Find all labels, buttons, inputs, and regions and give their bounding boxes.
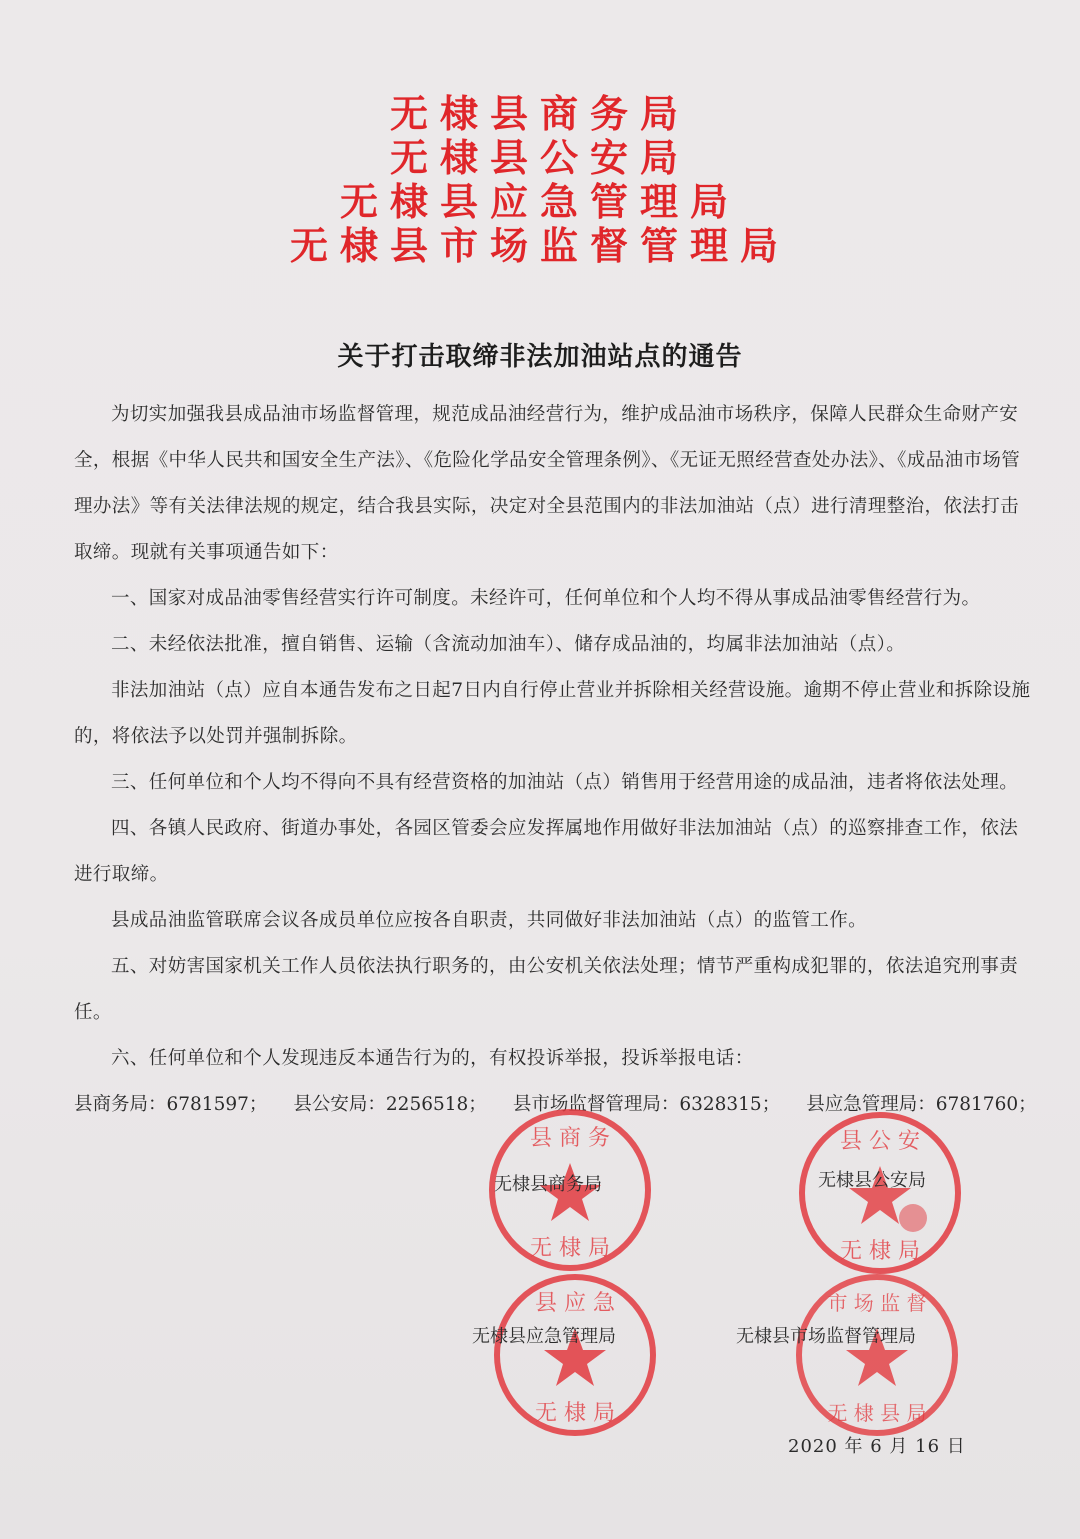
paragraph: 六、任何单位和个人发现违反本通告行为的，有权投诉举报，投诉举报电话： [111, 1048, 754, 1069]
official-seal-market [792, 1270, 962, 1440]
hotline-market: 县市场监督管理局：6328315； [512, 1094, 781, 1115]
hotline-commerce: 县商务局：6781597； [74, 1094, 268, 1115]
svg-text:无 棣 局: 无 棣 局 [530, 1236, 610, 1261]
seal-icon [490, 1270, 660, 1440]
svg-text:无 棣 局: 无 棣 局 [840, 1239, 920, 1264]
agency-name: 无棣县应急管理局 [339, 180, 740, 224]
paragraph: 三、任何单位和个人均不得向不具有经营资格的加油站（点）销售用于经营用途的成品油，违者将依法处理。 [111, 772, 1019, 793]
hotline-police: 县公安局：2256518； [293, 1094, 487, 1115]
paragraph: 一、国家对成品油零售经营实行许可制度。未经许可，任何单位和个人均不得从事成品油零售经营行为。 [111, 588, 981, 609]
paragraph: 四、各镇人民政府、街道办事处，各园区管委会应发挥属地作用做好非法加油站（点）的巡察排查工作，依法进行取缔。 [74, 818, 1019, 885]
agency-name: 无棣县公安局 [389, 136, 690, 180]
svg-text:县 公 安: 县 公 安 [840, 1129, 920, 1154]
signer-emergency: 无棣县应急管理局 [472, 1326, 616, 1347]
issue-date: 2020 年 6 月 16 日 [788, 1436, 966, 1457]
svg-text:县 商 务: 县 商 务 [530, 1126, 610, 1151]
svg-text:无 棣 局: 无 棣 局 [535, 1401, 615, 1426]
signer-commerce: 无棣县商务局 [494, 1174, 602, 1195]
signer-police: 无棣县公安局 [818, 1170, 926, 1191]
svg-text:无 棣 县 局: 无 棣 县 局 [827, 1401, 927, 1425]
seal-icon [795, 1108, 965, 1278]
official-seal-emergency [490, 1270, 660, 1440]
agency-name: 无棣县商务局 [389, 92, 690, 136]
issuing-agencies-header [0, 92, 1080, 268]
hotline-emergency: 县应急管理局：6781760； [806, 1094, 1037, 1115]
document-title: 关于打击取缔非法加油站点的通告 [337, 342, 743, 372]
paragraph: 县成品油监管联席会议各成员单位应按各自职责，共同做好非法加油站（点）的监管工作。 [111, 910, 868, 931]
paragraph: 为切实加强我县成品油市场监督管理，规范成品油经营行为，维护成品油市场秩序，保障人民群众生命财产安全，根据《中华人民共和国安全生产法》、《危险化学品安全管理条例》、《无证无照经营查处办法》、《成品油市场管理办法》等有关法律法规的规定，结合我县实际，决定对全县范围内的非法加油站（点）进行清理整治，依法打击取缔。现就有关事项通告如下： [74, 404, 1021, 563]
paragraph: 非法加油站（点）应自本通告发布之日起7日内自行停止营业并拆除相关经营设施。逾期不停止营业和拆除设施的，将依法予以处罚并强制拆除。 [74, 680, 1031, 747]
agency-name: 无棣县市场监督管理局 [289, 224, 790, 268]
paragraph: 五、对妨害国家机关工作人员依法执行职务的，由公安机关依法处理；情节严重构成犯罪的，依法追究刑事责任。 [74, 956, 1019, 1023]
official-seal-police [795, 1108, 965, 1278]
paragraph: 二、未经依法批准，擅自销售、运输（含流动加油车）、储存成品油的，均属非法加油站（点）。 [111, 634, 906, 655]
svg-text:市 场 监 督: 市 场 监 督 [827, 1291, 927, 1315]
svg-text:县 应 急: 县 应 急 [535, 1291, 615, 1316]
document-body [74, 392, 1037, 1128]
seal-icon [792, 1270, 962, 1440]
signer-market: 无棣县市场监督管理局 [736, 1326, 916, 1347]
